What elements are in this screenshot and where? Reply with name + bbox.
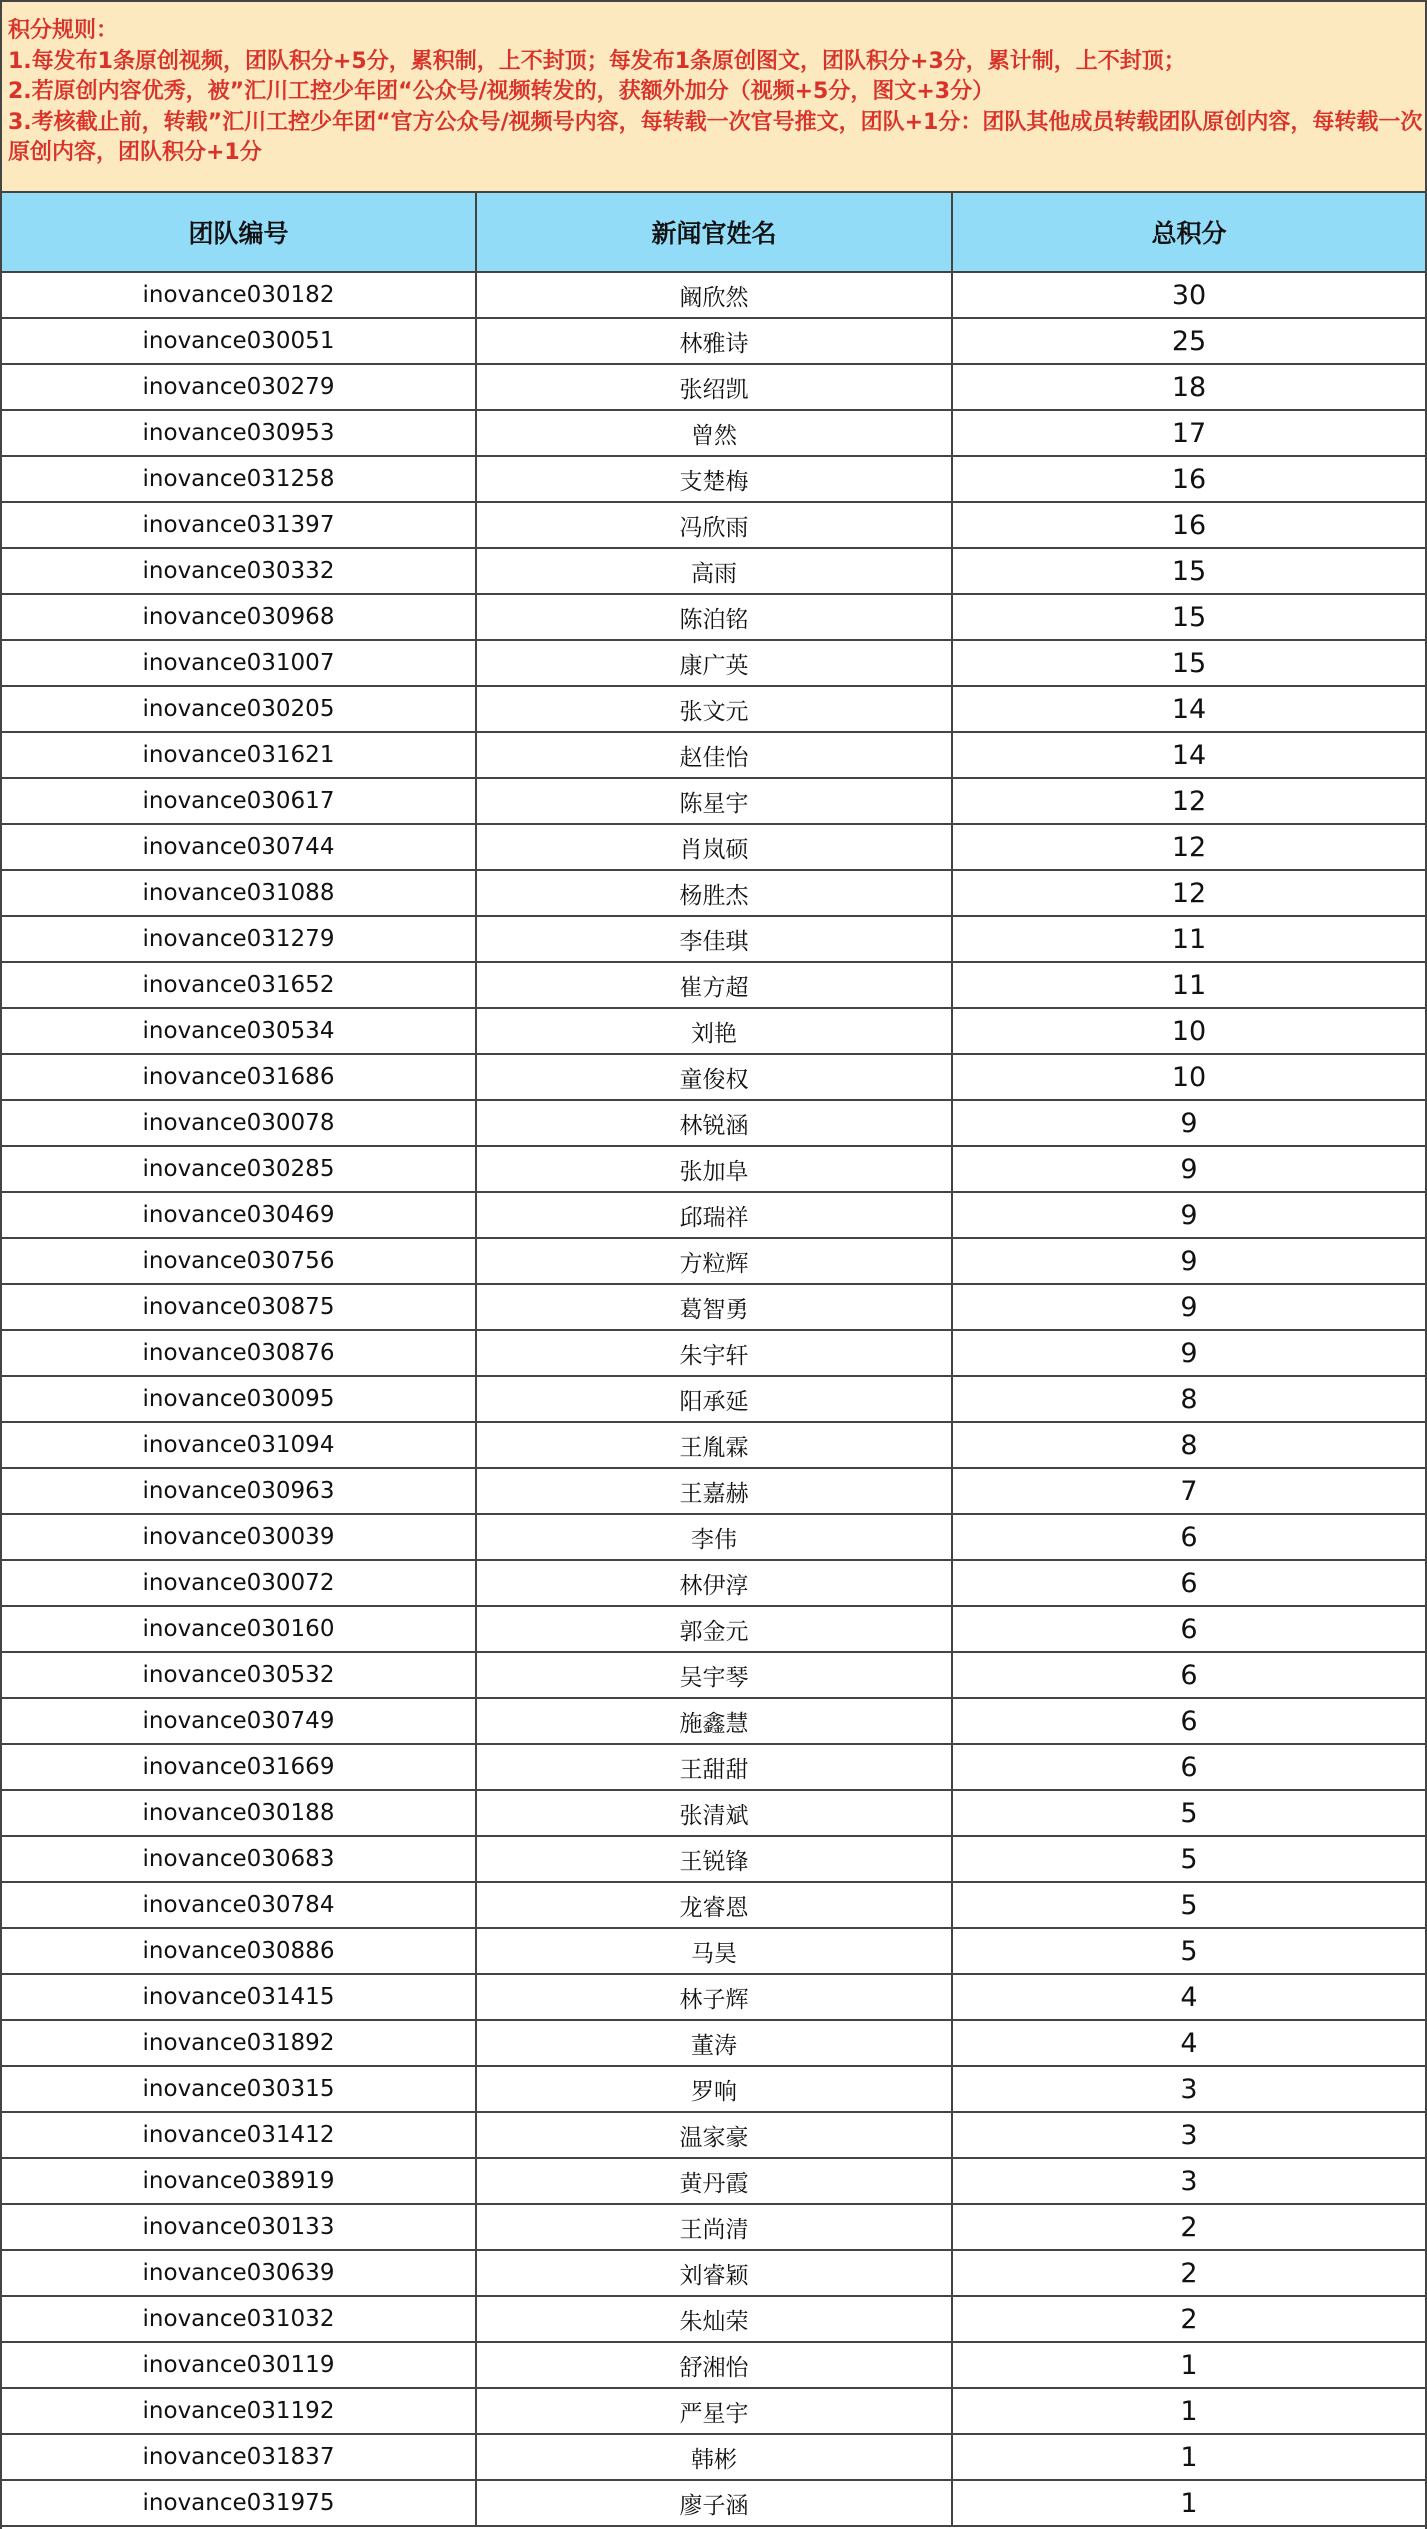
total-score-cell: 12	[952, 778, 1425, 824]
reporter-name-cell: 舒湘怡	[476, 2342, 952, 2388]
total-score-cell: 3	[952, 2066, 1425, 2112]
score-table	[2, 193, 1425, 2527]
total-score-cell: 9	[952, 1330, 1425, 1376]
total-score-cell: 16	[952, 502, 1425, 548]
total-score-cell: 1	[952, 2342, 1425, 2388]
reporter-name-cell: 陈泊铭	[476, 594, 952, 640]
team-id-cell: inovance031652	[2, 962, 476, 1008]
reporter-name-cell: 陈星宇	[476, 778, 952, 824]
team-id-cell: inovance030968	[2, 594, 476, 640]
total-score-cell: 3	[952, 2158, 1425, 2204]
table-row	[2, 318, 1425, 364]
team-id-cell: inovance031686	[2, 1054, 476, 1100]
reporter-name-cell: 吴宇琴	[476, 1652, 952, 1698]
team-id-cell: inovance030532	[2, 1652, 476, 1698]
reporter-name-cell: 郭金元	[476, 1606, 952, 1652]
reporter-name-cell: 支楚梅	[476, 456, 952, 502]
table-row	[2, 1974, 1425, 2020]
table-row	[2, 364, 1425, 410]
reporter-name-cell: 温家豪	[476, 2112, 952, 2158]
team-id-cell: inovance030119	[2, 2342, 476, 2388]
reporter-name-cell: 严星宇	[476, 2388, 952, 2434]
total-score-cell: 9	[952, 1146, 1425, 1192]
reporter-name-cell: 马昊	[476, 1928, 952, 1974]
reporter-name-cell: 韩彬	[476, 2434, 952, 2480]
table-row	[2, 1468, 1425, 1514]
total-score-cell: 18	[952, 364, 1425, 410]
total-score-cell: 5	[952, 1882, 1425, 1928]
team-id-cell: inovance030051	[2, 318, 476, 364]
team-id-cell: inovance030744	[2, 824, 476, 870]
reporter-name-cell: 刘睿颖	[476, 2250, 952, 2296]
table-row	[2, 272, 1425, 318]
reporter-name-cell: 黄丹霞	[476, 2158, 952, 2204]
table-row	[2, 2296, 1425, 2342]
total-score-cell: 5	[952, 1928, 1425, 1974]
table-body	[2, 272, 1425, 2526]
reporter-name-cell: 高雨	[476, 548, 952, 594]
rule-2: 2.若原创内容优秀，被”汇川工控少年团“公众号/视频转发的，获额外加分（视频+5分，图文+3分）	[8, 79, 995, 104]
team-id-cell: inovance030756	[2, 1238, 476, 1284]
team-id-cell: inovance030133	[2, 2204, 476, 2250]
reporter-name-cell: 葛智勇	[476, 1284, 952, 1330]
table-row	[2, 502, 1425, 548]
table-row	[2, 2204, 1425, 2250]
total-score-cell: 3	[952, 2112, 1425, 2158]
total-score-cell: 17	[952, 410, 1425, 456]
table-row	[2, 2434, 1425, 2480]
reporter-name-cell: 刘艳	[476, 1008, 952, 1054]
table-row	[2, 1928, 1425, 1974]
team-id-cell: inovance030469	[2, 1192, 476, 1238]
team-id-cell: inovance031892	[2, 2020, 476, 2066]
total-score-cell: 11	[952, 962, 1425, 1008]
header-reporter-name: 新闻官姓名	[476, 193, 952, 272]
total-score-cell: 5	[952, 1836, 1425, 1882]
team-id-cell: inovance031088	[2, 870, 476, 916]
team-id-cell: inovance031397	[2, 502, 476, 548]
table-row	[2, 2066, 1425, 2112]
total-score-cell: 15	[952, 594, 1425, 640]
reporter-name-cell: 王甜甜	[476, 1744, 952, 1790]
table-row	[2, 1100, 1425, 1146]
team-id-cell: inovance030534	[2, 1008, 476, 1054]
team-id-cell: inovance030072	[2, 1560, 476, 1606]
team-id-cell: inovance031415	[2, 1974, 476, 2020]
table-row	[2, 2112, 1425, 2158]
table-row	[2, 1790, 1425, 1836]
reporter-name-cell: 施鑫慧	[476, 1698, 952, 1744]
team-id-cell: inovance031007	[2, 640, 476, 686]
total-score-cell: 14	[952, 732, 1425, 778]
total-score-cell: 12	[952, 824, 1425, 870]
reporter-name-cell: 龙睿恩	[476, 1882, 952, 1928]
table-row	[2, 1330, 1425, 1376]
table-row	[2, 548, 1425, 594]
total-score-cell: 6	[952, 1606, 1425, 1652]
total-score-cell: 25	[952, 318, 1425, 364]
table-row	[2, 1008, 1425, 1054]
team-id-cell: inovance031621	[2, 732, 476, 778]
team-id-cell: inovance031279	[2, 916, 476, 962]
total-score-cell: 4	[952, 2020, 1425, 2066]
team-id-cell: inovance030886	[2, 1928, 476, 1974]
team-id-cell: inovance031837	[2, 2434, 476, 2480]
table-row	[2, 1836, 1425, 1882]
reporter-name-cell: 赵佳怡	[476, 732, 952, 778]
total-score-cell: 6	[952, 1514, 1425, 1560]
reporter-name-cell: 王嘉赫	[476, 1468, 952, 1514]
total-score-cell: 9	[952, 1284, 1425, 1330]
team-id-cell: inovance030639	[2, 2250, 476, 2296]
total-score-cell: 9	[952, 1100, 1425, 1146]
rule-1: 1.每发布1条原创视频，团队积分+5分，累积制，上不封顶；每发布1条原创图文，团队积分+3分，累计制，上不封顶；	[8, 48, 1186, 74]
total-score-cell: 1	[952, 2388, 1425, 2434]
reporter-name-cell: 崔方超	[476, 962, 952, 1008]
table-row	[2, 1284, 1425, 1330]
reporter-name-cell: 康广英	[476, 640, 952, 686]
header-team-id: 团队编号	[2, 193, 476, 272]
team-id-cell: inovance030039	[2, 1514, 476, 1560]
team-id-cell: inovance031412	[2, 2112, 476, 2158]
reporter-name-cell: 王尚清	[476, 2204, 952, 2250]
total-score-cell: 8	[952, 1422, 1425, 1468]
table-row	[2, 456, 1425, 502]
table-row	[2, 2480, 1425, 2526]
table-row	[2, 962, 1425, 1008]
team-id-cell: inovance030875	[2, 1284, 476, 1330]
team-id-cell: inovance030078	[2, 1100, 476, 1146]
total-score-cell: 2	[952, 2296, 1425, 2342]
table-row	[2, 2158, 1425, 2204]
table-row	[2, 824, 1425, 870]
table-row	[2, 1238, 1425, 1284]
reporter-name-cell: 朱宇轩	[476, 1330, 952, 1376]
table-row	[2, 1146, 1425, 1192]
table-row	[2, 1698, 1425, 1744]
header-total-score: 总积分	[952, 193, 1425, 272]
rule-3: 3.考核截止前，转载”汇川工控少年团“官方公众号/视频号内容，每转载一次官号推文，团队+1分：团队其他成员转载团队原创内容，每转载一次原创内容，团队积分+1分	[8, 109, 1423, 165]
total-score-cell: 8	[952, 1376, 1425, 1422]
reporter-name-cell: 林伊淳	[476, 1560, 952, 1606]
reporter-name-cell: 李伟	[476, 1514, 952, 1560]
team-id-cell: inovance030784	[2, 1882, 476, 1928]
team-id-cell: inovance038919	[2, 2158, 476, 2204]
table-row	[2, 686, 1425, 732]
reporter-name-cell: 董涛	[476, 2020, 952, 2066]
reporter-name-cell: 曾然	[476, 410, 952, 456]
team-id-cell: inovance030332	[2, 548, 476, 594]
table-row	[2, 410, 1425, 456]
total-score-cell: 6	[952, 1560, 1425, 1606]
reporter-name-cell: 张绍凯	[476, 364, 952, 410]
team-id-cell: inovance030285	[2, 1146, 476, 1192]
table-row	[2, 778, 1425, 824]
table-row	[2, 1192, 1425, 1238]
reporter-name-cell: 冯欣雨	[476, 502, 952, 548]
table-row	[2, 1882, 1425, 1928]
reporter-name-cell: 李佳琪	[476, 916, 952, 962]
reporter-name-cell: 林雅诗	[476, 318, 952, 364]
team-id-cell: inovance031975	[2, 2480, 476, 2526]
reporter-name-cell: 廖子涵	[476, 2480, 952, 2526]
table-row	[2, 1652, 1425, 1698]
total-score-cell: 14	[952, 686, 1425, 732]
total-score-cell: 6	[952, 1744, 1425, 1790]
reporter-name-cell: 朱灿荣	[476, 2296, 952, 2342]
team-id-cell: inovance030953	[2, 410, 476, 456]
total-score-cell: 7	[952, 1468, 1425, 1514]
total-score-cell: 2	[952, 2204, 1425, 2250]
team-id-cell: inovance030315	[2, 2066, 476, 2112]
reporter-name-cell: 林子辉	[476, 1974, 952, 2020]
table-row	[2, 1514, 1425, 1560]
table-row	[2, 2342, 1425, 2388]
team-id-cell: inovance030617	[2, 778, 476, 824]
team-id-cell: inovance030683	[2, 1836, 476, 1882]
team-id-cell: inovance031094	[2, 1422, 476, 1468]
table-row	[2, 2388, 1425, 2434]
total-score-cell: 15	[952, 548, 1425, 594]
total-score-cell: 10	[952, 1054, 1425, 1100]
team-id-cell: inovance031192	[2, 2388, 476, 2434]
reporter-name-cell: 王胤霖	[476, 1422, 952, 1468]
table-row	[2, 1054, 1425, 1100]
table-row	[2, 640, 1425, 686]
team-id-cell: inovance030205	[2, 686, 476, 732]
team-id-cell: inovance030749	[2, 1698, 476, 1744]
scoring-rules-panel	[2, 0, 1425, 193]
total-score-cell: 2	[952, 2250, 1425, 2296]
reporter-name-cell: 张加阜	[476, 1146, 952, 1192]
team-id-cell: inovance031032	[2, 2296, 476, 2342]
reporter-name-cell: 杨胜杰	[476, 870, 952, 916]
table-row	[2, 1560, 1425, 1606]
table-row	[2, 594, 1425, 640]
team-id-cell: inovance030095	[2, 1376, 476, 1422]
total-score-cell: 30	[952, 272, 1425, 318]
table-row	[2, 732, 1425, 778]
table-header-row	[2, 193, 1425, 272]
reporter-name-cell: 童俊权	[476, 1054, 952, 1100]
total-score-cell: 10	[952, 1008, 1425, 1054]
table-row	[2, 1376, 1425, 1422]
table-row	[2, 1422, 1425, 1468]
total-score-cell: 5	[952, 1790, 1425, 1836]
total-score-cell: 15	[952, 640, 1425, 686]
team-id-cell: inovance030876	[2, 1330, 476, 1376]
reporter-name-cell: 阳承延	[476, 1376, 952, 1422]
team-id-cell: inovance030188	[2, 1790, 476, 1836]
reporter-name-cell: 方粒辉	[476, 1238, 952, 1284]
total-score-cell: 6	[952, 1698, 1425, 1744]
total-score-cell: 1	[952, 2480, 1425, 2526]
total-score-cell: 12	[952, 870, 1425, 916]
team-id-cell: inovance031669	[2, 1744, 476, 1790]
total-score-cell: 9	[952, 1192, 1425, 1238]
table-row	[2, 916, 1425, 962]
team-id-cell: inovance031258	[2, 456, 476, 502]
reporter-name-cell: 肖岚硕	[476, 824, 952, 870]
table-row	[2, 1606, 1425, 1652]
reporter-name-cell: 王锐锋	[476, 1836, 952, 1882]
reporter-name-cell: 罗响	[476, 2066, 952, 2112]
table-row	[2, 1744, 1425, 1790]
rules-title: 积分规则：	[8, 18, 119, 43]
reporter-name-cell: 张清斌	[476, 1790, 952, 1836]
reporter-name-cell: 林锐涵	[476, 1100, 952, 1146]
total-score-cell: 9	[952, 1238, 1425, 1284]
reporter-name-cell: 张文元	[476, 686, 952, 732]
total-score-cell: 16	[952, 456, 1425, 502]
team-id-cell: inovance030279	[2, 364, 476, 410]
total-score-cell: 4	[952, 1974, 1425, 2020]
total-score-cell: 1	[952, 2434, 1425, 2480]
total-score-cell: 6	[952, 1652, 1425, 1698]
team-id-cell: inovance030182	[2, 272, 476, 318]
table-row	[2, 870, 1425, 916]
reporter-name-cell: 邱瑞祥	[476, 1192, 952, 1238]
team-id-cell: inovance030963	[2, 1468, 476, 1514]
table-row	[2, 2250, 1425, 2296]
total-score-cell: 11	[952, 916, 1425, 962]
reporter-name-cell: 阚欣然	[476, 272, 952, 318]
table-row	[2, 2020, 1425, 2066]
team-id-cell: inovance030160	[2, 1606, 476, 1652]
